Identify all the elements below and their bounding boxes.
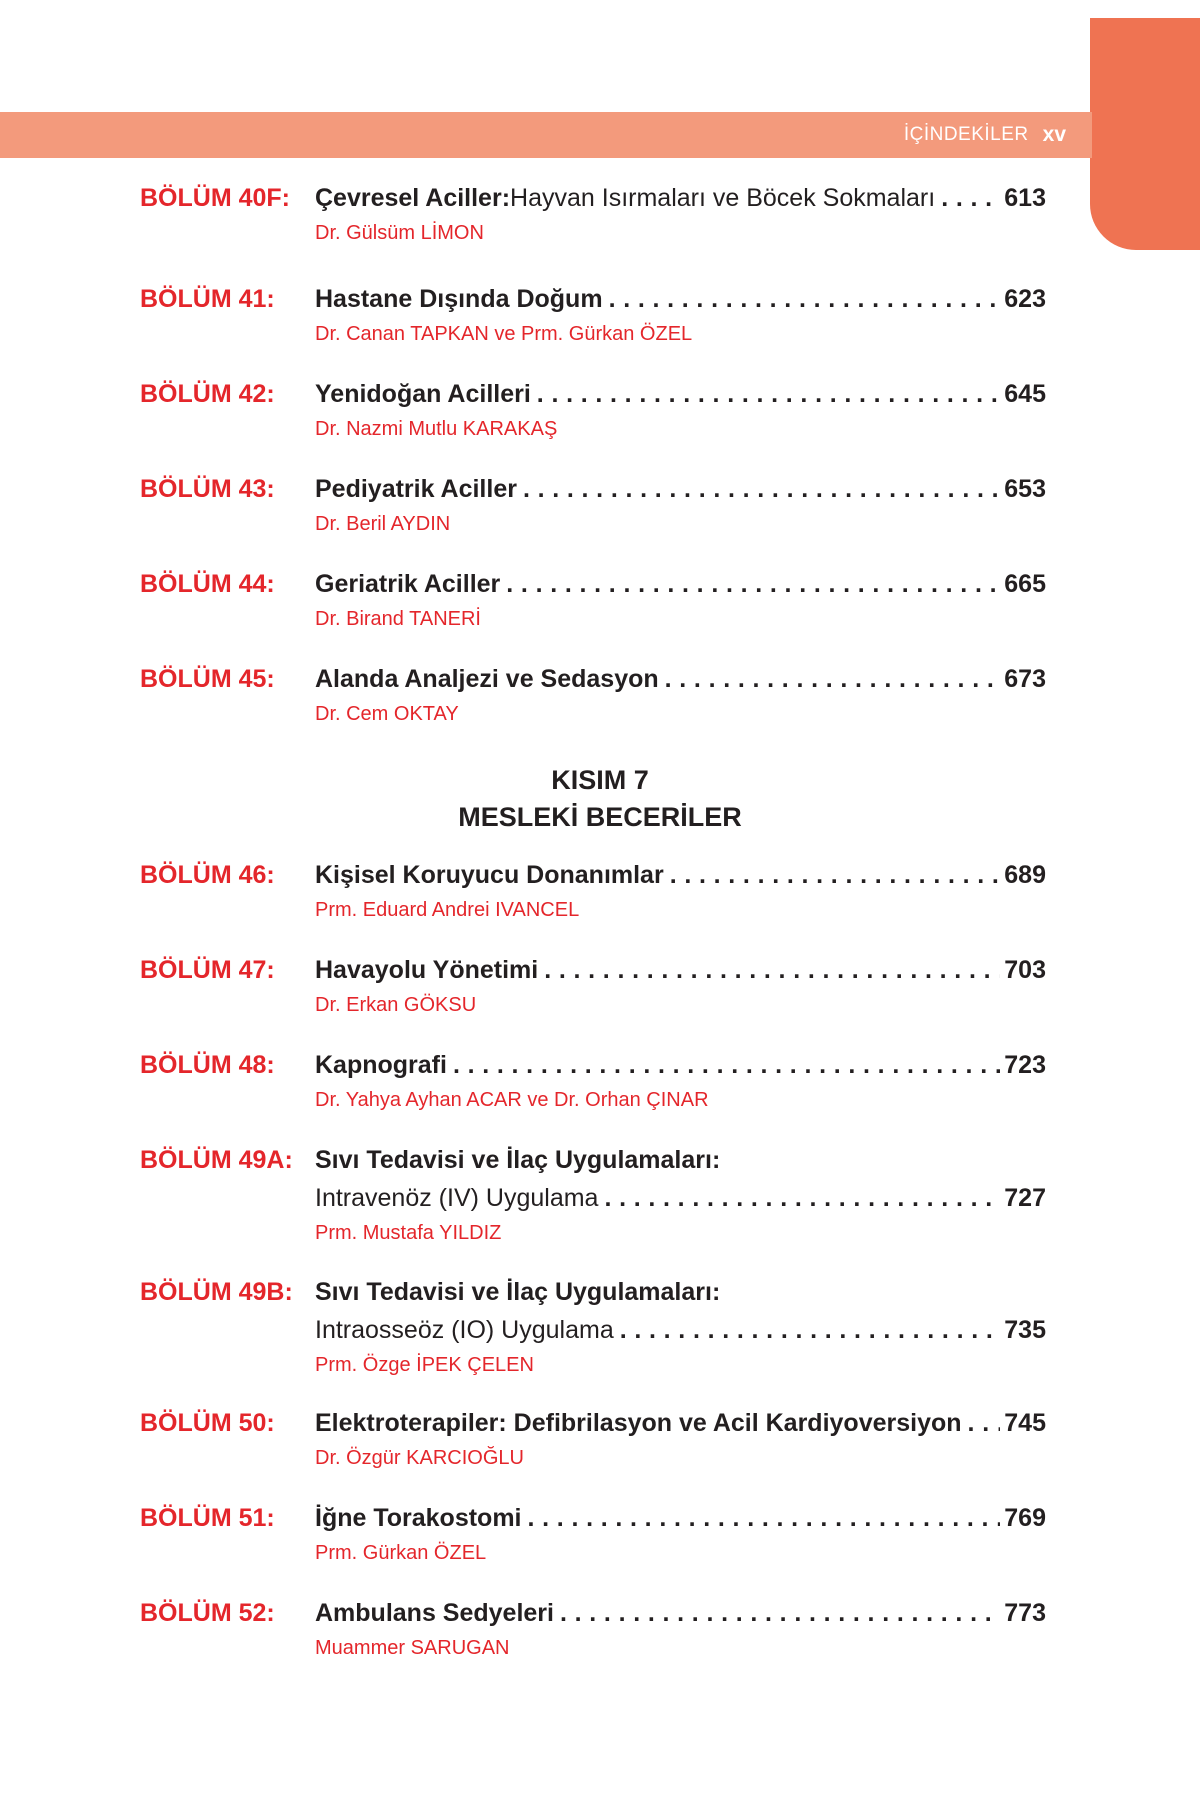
page-number: 745 <box>1004 1409 1046 1437</box>
chapter-title: Yenidoğan Acilleri <box>315 380 531 408</box>
chapter-title: Kapnografi <box>315 1051 447 1079</box>
page-number: 673 <box>1004 665 1046 693</box>
chapter-title: Kişisel Koruyucu Donanımlar <box>315 861 664 889</box>
chapter-number: BÖLÜM 49A: <box>140 1146 293 1174</box>
chapter-number: BÖLÜM 46: <box>140 861 275 889</box>
dot-leader <box>659 663 1001 695</box>
chapter-title: Ambulans Sedyeleri <box>315 1599 554 1627</box>
part-number: KISIM 7 <box>551 765 649 795</box>
chapter-number: BÖLÜM 44: <box>140 570 275 598</box>
chapter-number: BÖLÜM 47: <box>140 956 275 984</box>
chapter-number: BÖLÜM 48: <box>140 1051 275 1079</box>
chapter-subtitle: Intravenöz (IV) Uygulama <box>315 1184 599 1212</box>
chapter-author: Prm. Mustafa YILDIZ <box>315 1222 502 1244</box>
chapter-title: Elektroterapiler: Defibrilasyon ve Acil Kardiyoversiyon <box>315 1409 962 1437</box>
page-number: 727 <box>1004 1184 1046 1212</box>
running-header <box>0 112 1066 158</box>
chapter-subtitle: Intraosseöz (IO) Uygulama <box>315 1316 614 1344</box>
dot-leader <box>522 1502 1001 1534</box>
page-number: 723 <box>1004 1051 1046 1079</box>
chapter-number: BÖLÜM 40F: <box>140 184 290 212</box>
page-number: 703 <box>1004 956 1046 984</box>
header-title: İÇİNDEKİLER <box>903 124 1029 145</box>
chapter-title: İğne Torakostomi <box>315 1504 522 1532</box>
chapter-number: BÖLÜM 52: <box>140 1599 275 1627</box>
chapter-author: Dr. Beril AYDIN <box>315 513 451 535</box>
dot-leader <box>664 859 1001 891</box>
dot-leader <box>603 283 1001 315</box>
chapter-title: Havayolu Yönetimi <box>315 956 539 984</box>
dot-leader <box>598 1182 1000 1214</box>
part-title: MESLEKİ BECERİLER <box>458 802 742 832</box>
chapter-number: BÖLÜM 50: <box>140 1409 275 1437</box>
chapter-title: Çevresel Aciller: <box>315 184 511 212</box>
chapter-author: Dr. Nazmi Mutlu KARAKAŞ <box>315 418 558 440</box>
dot-leader <box>447 1049 1000 1081</box>
dot-leader <box>554 1597 1000 1629</box>
page-number: 645 <box>1004 380 1046 408</box>
page-number: 653 <box>1004 475 1046 503</box>
chapter-author: Dr. Cem OKTAY <box>315 703 459 725</box>
page-number: 613 <box>1004 184 1046 212</box>
chapter-number: BÖLÜM 45: <box>140 665 275 693</box>
page-number: 665 <box>1004 570 1046 598</box>
dot-leader <box>531 378 1000 410</box>
header-page-number: xv <box>1042 123 1066 146</box>
dot-leader <box>500 568 1000 600</box>
chapter-author: Prm. Gürkan ÖZEL <box>315 1542 487 1564</box>
page-number: 769 <box>1004 1504 1046 1532</box>
chapter-number: BÖLÜM 51: <box>140 1504 275 1532</box>
chapter-title: Alanda Analjezi ve Sedasyon <box>315 665 659 693</box>
dot-leader <box>962 1407 1001 1439</box>
chapter-author: Dr. Erkan GÖKSU <box>315 994 477 1016</box>
chapter-author: Dr. Canan TAPKAN ve Prm. Gürkan ÖZEL <box>315 323 693 345</box>
chapter-number: BÖLÜM 49B: <box>140 1278 293 1306</box>
chapter-author: Prm. Özge İPEK ÇELEN <box>315 1354 534 1376</box>
chapter-number: BÖLÜM 41: <box>140 285 275 313</box>
page-number: 773 <box>1004 1599 1046 1627</box>
chapter-title: Geriatrik Aciller <box>315 570 501 598</box>
dot-leader <box>935 182 1000 214</box>
chapter-author: Dr. Özgür KARCIOĞLU <box>315 1447 524 1469</box>
page-number: 623 <box>1004 285 1046 313</box>
chapter-author: Dr. Birand TANERİ <box>315 608 481 630</box>
chapter-author: Dr. Yahya Ayhan ACAR ve Dr. Orhan ÇINAR <box>315 1089 709 1111</box>
chapter-title: Sıvı Tedavisi ve İlaç Uygulamaları: <box>315 1278 721 1306</box>
chapter-number: BÖLÜM 43: <box>140 475 275 503</box>
corner-tab <box>1090 18 1200 250</box>
chapter-title: Pediyatrik Aciller <box>315 475 517 503</box>
chapter-number: BÖLÜM 42: <box>140 380 275 408</box>
page-number: 735 <box>1004 1316 1046 1344</box>
dot-leader <box>614 1314 1001 1346</box>
chapter-author: Dr. Gülsüm LİMON <box>315 222 484 244</box>
chapter-author: Prm. Eduard Andrei IVANCEL <box>315 899 580 921</box>
dot-leader <box>538 954 1000 986</box>
dot-leader <box>517 473 1000 505</box>
chapter-author: Muammer SARUGAN <box>315 1637 510 1659</box>
page-number: 689 <box>1004 861 1046 889</box>
chapter-title: Hastane Dışında Doğum <box>315 285 603 313</box>
chapter-title: Sıvı Tedavisi ve İlaç Uygulamaları: <box>315 1146 721 1174</box>
chapter-subtitle: Hayvan Isırmaları ve Böcek Sokmaları <box>510 184 936 212</box>
